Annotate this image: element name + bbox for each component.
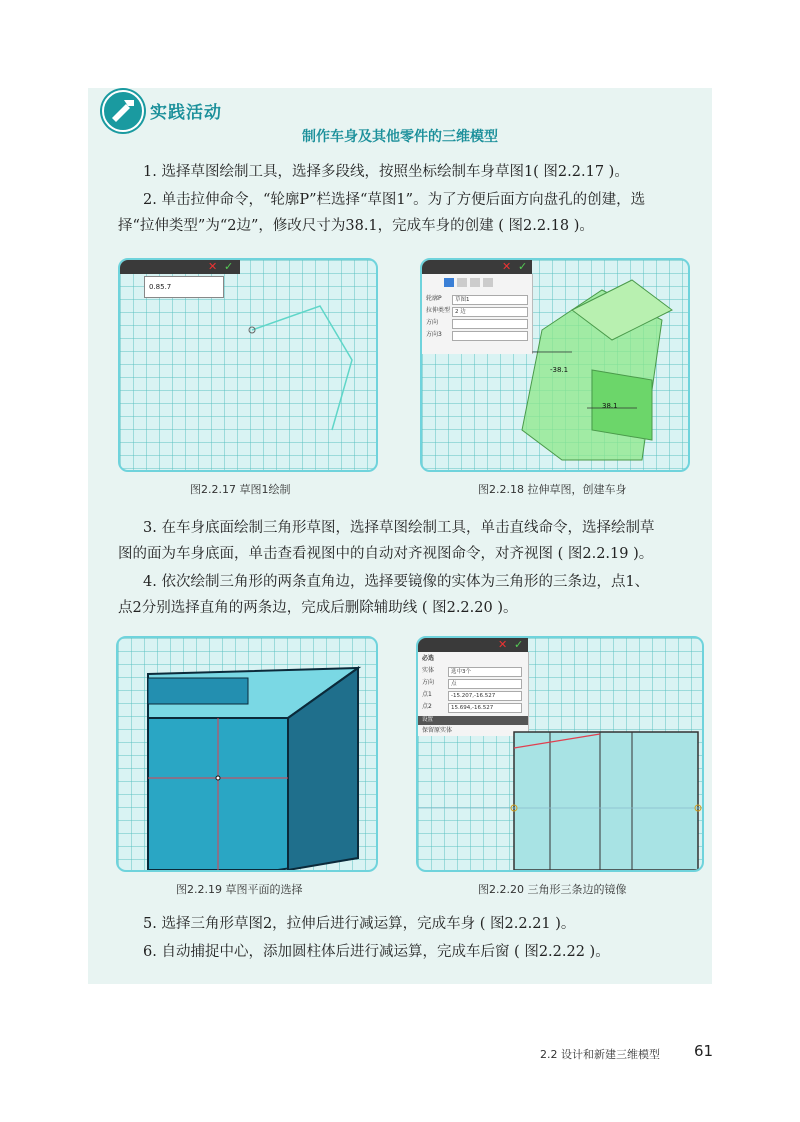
- direction-select[interactable]: 点: [448, 679, 522, 689]
- page-number: 61: [694, 1042, 714, 1060]
- close-icon[interactable]: ✕: [502, 260, 512, 273]
- mirror-model: [418, 638, 702, 870]
- caption-fig-2-2-17: 图2.2.17 草图1绘制: [190, 483, 291, 496]
- caption-fig-2-2-20: 图2.2.20 三角形三条边的镜像: [478, 883, 627, 896]
- close-icon[interactable]: ✕: [498, 638, 508, 651]
- paragraph-4-line-2: 点2分别选择直角的两条边，完成后删除辅助线 ( 图2.2.20 )。: [118, 600, 518, 616]
- paragraph-3-line-2: 图的面为车身底面，单击查看视图中的自动对齐视图命令，对齐视图 ( 图2.2.19 )。: [118, 546, 654, 562]
- figure-extrude: [420, 258, 690, 472]
- paragraph-4-line-1: 4. 依次绘制三角形的两条直角边，选择要镜像的实体为三角形的三条边，点1、: [143, 574, 650, 590]
- profile-field[interactable]: 草图1: [452, 295, 528, 305]
- section-title: 实践活动: [150, 103, 222, 123]
- paragraph-5: 5. 选择三角形草图2，拉伸后进行减运算，完成车身 ( 图2.2.21 )。: [143, 916, 576, 932]
- confirm-icon[interactable]: ✓: [514, 638, 524, 651]
- confirm-icon[interactable]: ✓: [224, 260, 234, 273]
- dimension-label: -38.1: [550, 366, 569, 374]
- close-icon[interactable]: ✕: [208, 260, 218, 273]
- sketch-polyline: [120, 260, 376, 470]
- extrude-type-select[interactable]: 2 边: [452, 307, 528, 317]
- footer-section: 2.2 设计和新建三维模型: [540, 1048, 660, 1061]
- paragraph-2-line-2: 择“拉伸类型”为“2边”，修改尺寸为38.1，完成车身的创建 ( 图2.2.18 )。: [118, 218, 594, 234]
- figure-mirror: [416, 636, 704, 872]
- paragraph-1: 1. 选择草图绘制工具，选择多段线，按照坐标绘制车身草图1( 图2.2.17 )。: [143, 164, 629, 180]
- point-2-field[interactable]: 15.694,-16.527: [448, 703, 522, 713]
- point-1-field[interactable]: -15.207,-16.527: [448, 691, 522, 701]
- figure-sketch-1: [118, 258, 378, 472]
- figure-sketch-plane: [116, 636, 378, 872]
- coordinate-input[interactable]: 0.85.7: [144, 276, 224, 298]
- field-label: 轮廓P: [426, 295, 442, 302]
- confirm-icon[interactable]: ✓: [518, 260, 528, 273]
- dimension-label: 38.1: [602, 402, 618, 410]
- paragraph-2-line-1: 2. 单击拉伸命令，“轮廓P”栏选择“草图1”。为了方便后面方向盘孔的创建，选: [143, 192, 646, 208]
- field-label: 方向3: [426, 331, 442, 338]
- paragraph-3-line-1: 3. 在车身底面绘制三角形草图，选择草图绘制工具，单击直线命令，选择绘制草: [143, 520, 655, 536]
- field-label: 方向: [426, 319, 439, 326]
- field-label: 拉伸类型: [426, 307, 451, 314]
- sketch-plane-model: [118, 638, 376, 870]
- field-label: 点1: [422, 691, 432, 698]
- field-label: 点2: [422, 703, 432, 710]
- paragraph-6: 6. 自动捕捉中心，添加圆柱体后进行减运算，完成车后窗 ( 图2.2.22 )。: [143, 944, 610, 960]
- entity-field[interactable]: 选中3个: [448, 667, 522, 677]
- keep-original-checkbox[interactable]: 保留原实体: [422, 727, 453, 734]
- caption-fig-2-2-18: 图2.2.18 拉伸草图，创建车身: [478, 483, 627, 496]
- panel-title: 必选: [422, 655, 435, 662]
- field-label: 实体: [422, 667, 435, 674]
- caption-fig-2-2-19: 图2.2.19 草图平面的选择: [176, 883, 303, 896]
- activity-subtitle: 制作车身及其他零件的三维模型: [302, 129, 498, 145]
- settings-header[interactable]: 设置: [418, 716, 528, 725]
- field-label: 方向: [422, 679, 435, 686]
- car-body-model: [422, 260, 688, 470]
